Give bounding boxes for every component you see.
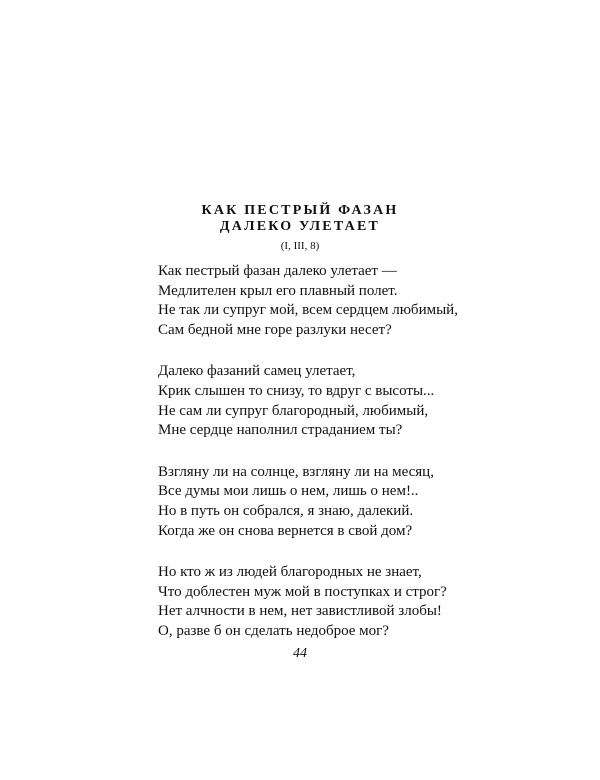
stanza <box>158 362 488 440</box>
poem-line: Не сам ли супруг благородный, любимый, <box>158 402 429 419</box>
poem-line: Но в путь он собрался, я знаю, далекий. <box>158 502 414 519</box>
poem-line: Далеко фазаний самец улетает, <box>158 363 356 380</box>
poem-line: Что доблестен муж мой в поступках и строг? <box>158 583 447 600</box>
poem-title-line-2: ДАЛЕКО УЛЕТАЕТ <box>219 219 381 234</box>
poem-line: Как пестрый фазан далеко улетает — <box>158 263 397 279</box>
poem-line: Сам бедной мне горе разлуки несет? <box>158 321 392 338</box>
poem-line: Взгляну ли на солнце, взгляну ли на месяц, <box>158 463 434 480</box>
poem-body <box>158 262 488 664</box>
poem-title-line-1: КАК ПЕСТРЫЙ ФАЗАН <box>201 203 399 218</box>
page-number: 44 <box>293 646 307 661</box>
poem-line: Все думы мои лишь о нем, лишь о нем!.. <box>158 483 419 500</box>
poem-title-block <box>0 203 600 253</box>
stanza <box>158 262 488 340</box>
poem-line: Крик слышен то снизу, то вдруг с высоты... <box>158 382 435 399</box>
poem-line: О, разве б он сделать недоброе мог? <box>158 622 389 639</box>
stanza <box>158 463 488 541</box>
poem-line: Нет алчности в нем, нет завистливой злобы! <box>158 603 442 620</box>
poem-line: Мне сердце наполнил страданием ты? <box>158 422 403 439</box>
poem-line: Медлителен крыл его плавный полет. <box>158 282 398 299</box>
stanza <box>158 563 488 641</box>
poem-line: Но кто ж из людей благородных не знает, <box>158 564 422 581</box>
poem-source-reference: (I, III, 8) <box>280 240 320 252</box>
poem-line: Не так ли супруг мой, всем сердцем любимый, <box>158 302 458 319</box>
poem-line: Когда же он снова вернется в свой дом? <box>158 522 413 539</box>
